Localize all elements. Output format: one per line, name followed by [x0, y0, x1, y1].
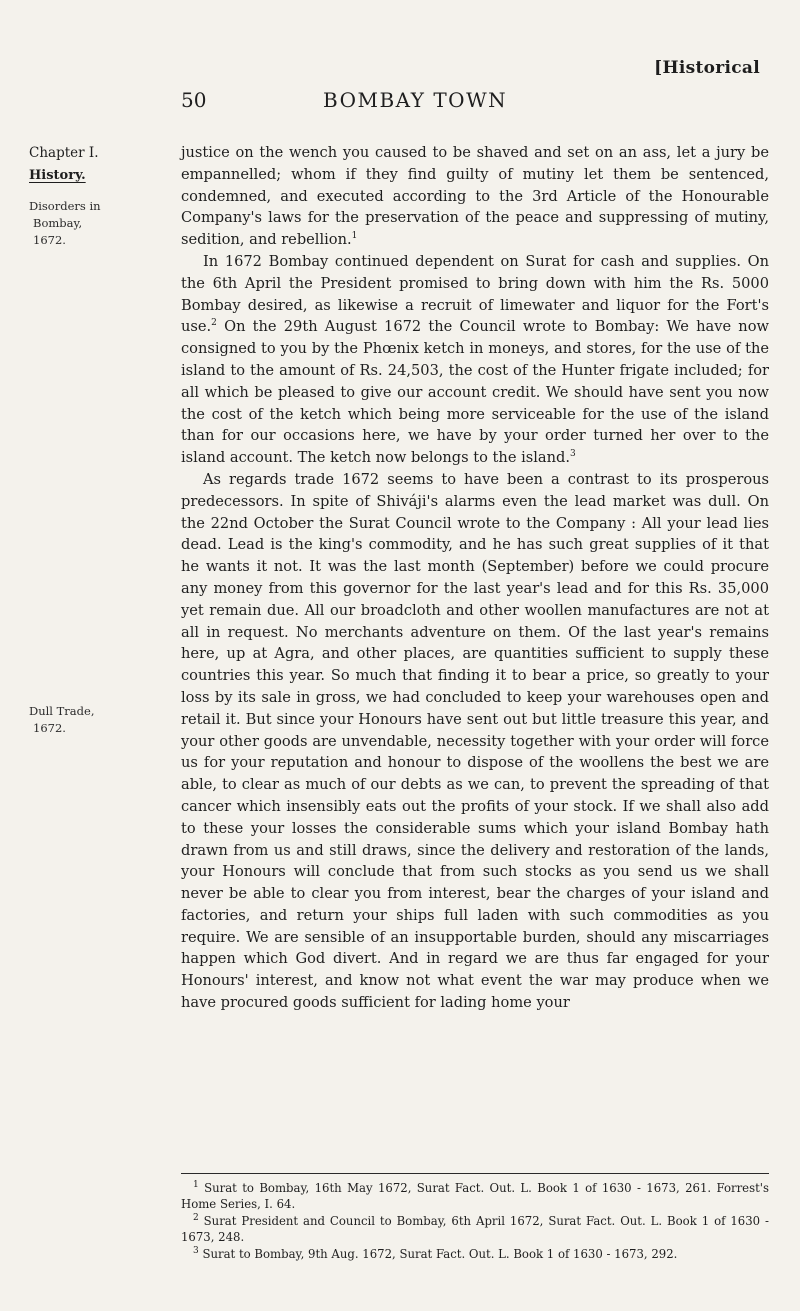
footnote-2-mark: 2 — [193, 1212, 199, 1223]
margin-disorders-line-3: 1672. — [33, 233, 66, 247]
margin-notes — [29, 145, 159, 249]
margin-note-disorders — [29, 198, 159, 249]
footnote-ref-1: 1 — [351, 231, 358, 242]
footnote-1 — [181, 1180, 769, 1213]
margin-note-dull-trade — [29, 703, 159, 737]
footnote-ref-2: 2 — [211, 318, 217, 329]
footnotes — [181, 1180, 769, 1262]
footnote-1-mark: 1 — [193, 1180, 199, 1191]
paragraph-1-text: justice on the wench you caused to be shaved and set on an ass, let a jury be empannelled; whom if they find guilty of mutiny let them be sentenced, condemned, and executed according to the 3rd Article of the Honourable Company's laws for the preservation of the peace and suppressing of mutiny, sedition, and rebellion. — [181, 144, 769, 249]
margin-dull-line-2: 1672. — [33, 721, 66, 735]
footnote-3 — [181, 1246, 769, 1262]
footnote-2-text: Surat President and Council to Bombay, 6th April 1672, Surat Fact. Out. L. Book 1 of 1630 - 1673, 248. — [181, 1213, 769, 1245]
body-text — [181, 142, 769, 1014]
section-tag: [Historical — [654, 58, 760, 78]
page-number: 50 — [181, 88, 207, 112]
footnote-divider — [181, 1173, 769, 1174]
running-head — [0, 88, 800, 116]
footnote-3-mark: 3 — [193, 1245, 199, 1256]
paragraph-2b-text: On the 29th August 1672 the Council wrote to Bombay: We have now consigned to you by the Phœnix ketch in moneys, and stores, for the use of the island to the amount of Rs. 24,503, the cost of the Hunter frigate included; for all which be pleased to give our account credit. We should have sent you now the cost of the ketch which being more serviceable for the use of the island than for our occasions here, we have by your order turned her over to the island account. The ketch now belongs to the island. — [181, 318, 769, 467]
paragraph-2a-text: In 1672 Bombay continued dependent on Surat for cash and supplies. On the 6th April the President promised to bring down with him the Rs. 5000 Bombay desired, as likewise a recruit of limewater and liquor for the Fort's use. — [181, 252, 769, 336]
footnote-3-text: Surat to Bombay, 9th Aug. 1672, Surat Fact. Out. L. Book 1 of 1630 - 1673, 292. — [198, 1246, 678, 1261]
paragraph-3: As regards trade 1672 seems to have been a contrast to its prosperous predecessors. In spite of Shiváji's alarms even the lead market was dull. On the 22nd October the Surat Council wrote to the Company : All your lead lies dead. Lead is the king's commodity, and he has such great supplies of it that he wants it not. It was the last month (September) before we could procure any money from this governor for the last year's lead and for this Rs. 35,000 yet remain due. All our broadcloth and other woollen manufactures are not at all in request. No merchants adventure on them. Of the last year's remains here, up at Agra, and other places, are quantities sufficient to supply these countries this year. So much that finding it to bear a price, so greatly to your loss by its sale in gross, we had concluded to keep your warehouses open and retail it. But since your Honours have sent out but little treasure this year, and your other goods are unvendable, necessity together with your order will force us for your reputation and honour to dispose of the woollens the best we are able, to clear as much of our debts as we can, to prevent the spreading of that cancer which insensibly eats out the profits of your stock. If we shall also add to these your losses the considerable sums which your island Bombay hath drawn from us and still draws, since the delivery and restoration of the lands, your Honours will conclude that from such stocks as you send us we shall never be able to clear you from interest, bear the charges of your island and factories, and return your ships full laden with such commodities as you require. We are sensible of an insupportable burden, should any miscarriages happen which God divert. And in regard we are thus far engaged for your Honours' interest, and know not what event the war may produce when we have procured goods sufficient for lading home your — [181, 470, 769, 1012]
footnote-1-text: Surat to Bombay, 16th May 1672, Surat Fact. Out. L. Book 1 of 1630 - 1673, 261. Forrest's Home Series, I. 64. — [181, 1181, 769, 1212]
margin-dull-line-1: Dull Trade, — [29, 704, 95, 718]
margin-chapter: Chapter I. — [29, 145, 99, 161]
running-title: BOMBAY TOWN — [323, 88, 508, 112]
margin-disorders-line-1: Disorders in — [29, 199, 101, 213]
footnote-ref-3: 3 — [570, 449, 576, 460]
margin-history: History. — [29, 168, 86, 183]
paragraph-1 — [181, 142, 769, 251]
paragraph-2 — [181, 251, 769, 469]
footnote-2 — [181, 1213, 769, 1246]
margin-disorders-line-2: Bombay, — [33, 216, 83, 230]
